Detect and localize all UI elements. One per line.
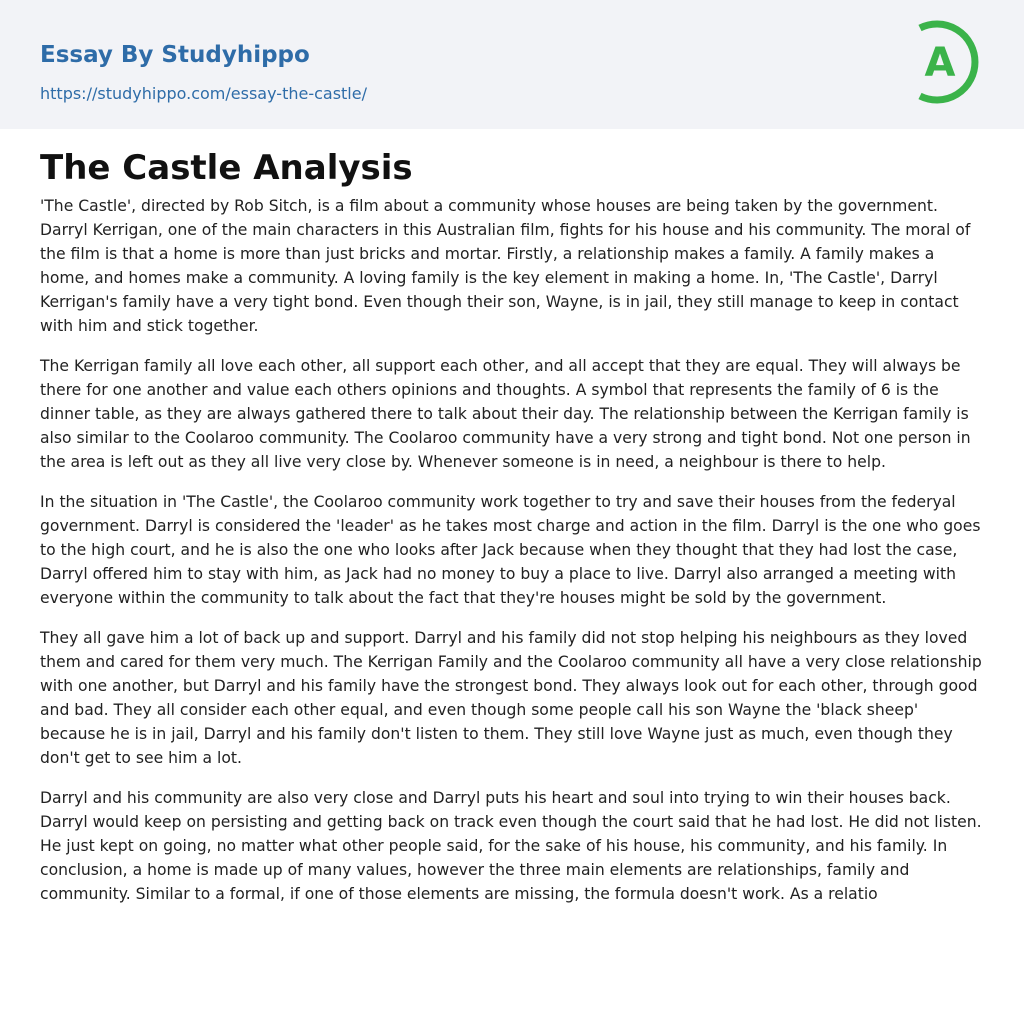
studyhippo-logo-icon[interactable] <box>904 18 990 106</box>
logo-letter: A <box>924 40 956 86</box>
essay-paragraph-5: Darryl and his community are also very close and Darryl puts his heart and soul into trying to win their houses back. Darryl would keep on persisting and getting back on track even though the court said that he had lost. He did not listen. He just kept on going, no matter what other people said, for the sake of his house, his community, and his family. In conclusion, a home is made up of many values, however the three main elements are relationships, family and community. Similar to a formal, if one of those elements are missing, the formula doesn't work. As a relatio <box>40 789 982 903</box>
page-title: The Castle Analysis <box>40 148 413 188</box>
site-brand[interactable]: Essay By Studyhippo <box>40 42 310 68</box>
page-url-link[interactable]: https://studyhippo.com/essay-the-castle/ <box>40 84 367 103</box>
essay-body <box>40 194 984 922</box>
essay-paragraph-2: The Kerrigan family all love each other, all support each other, and all accept that they are equal. They will always be there for one another and value each others opinions and thoughts. A symbol that represents the family of 6 is the dinner table, as they are always gathered there to talk about their day. The relationship between the Kerrigan family is also similar to the Coolaroo community. The Coolaroo community have a very strong and tight bond. Not one person in the area is left out as they all live very close by. Whenever someone is in need, a neighbour is there to help. <box>40 357 971 471</box>
essay-paragraph-4: They all gave him a lot of back up and support. Darryl and his family did not stop helping his neighbours as they loved them and cared for them very much. The Kerrigan Family and the Coolaroo community all have a very close relationship with one another, but Darryl and his family have the strongest bond. They always look out for each other, through good and bad. They all consider each other equal, and even though some people call his son Wayne the 'black sheep' because he is in jail, Darryl and his family don't listen to them. They still love Wayne just as much, even though they don't get to see him a lot. <box>40 629 982 767</box>
essay-paragraph-1: 'The Castle', directed by Rob Sitch, is a film about a community whose houses are being taken by the government. Darryl Kerrigan, one of the main characters in this Australian film, fights for his house and his community. The moral of the film is that a home is more than just bricks and mortar. Firstly, a relationship makes a family. A family makes a home, and homes make a community. A loving family is the key element in making a home. In, 'The Castle', Darryl Kerrigan's family have a very tight bond. Even though their son, Wayne, is in jail, they still manage to keep in contact with him and stick together. <box>40 197 971 335</box>
essay-paragraph-3: In the situation in 'The Castle', the Coolaroo community work together to try and save their houses from the federyal government. Darryl is considered the 'leader' as he takes most charge and action in the film. Darryl is the one who goes to the high court, and he is also the one who looks after Jack because when they thought that they had lost the case, Darryl offered him to stay with him, as Jack had no money to buy a place to live. Darryl also arranged a meeting with everyone within the community to talk about the fact that they're houses might be sold by the government. <box>40 493 981 607</box>
